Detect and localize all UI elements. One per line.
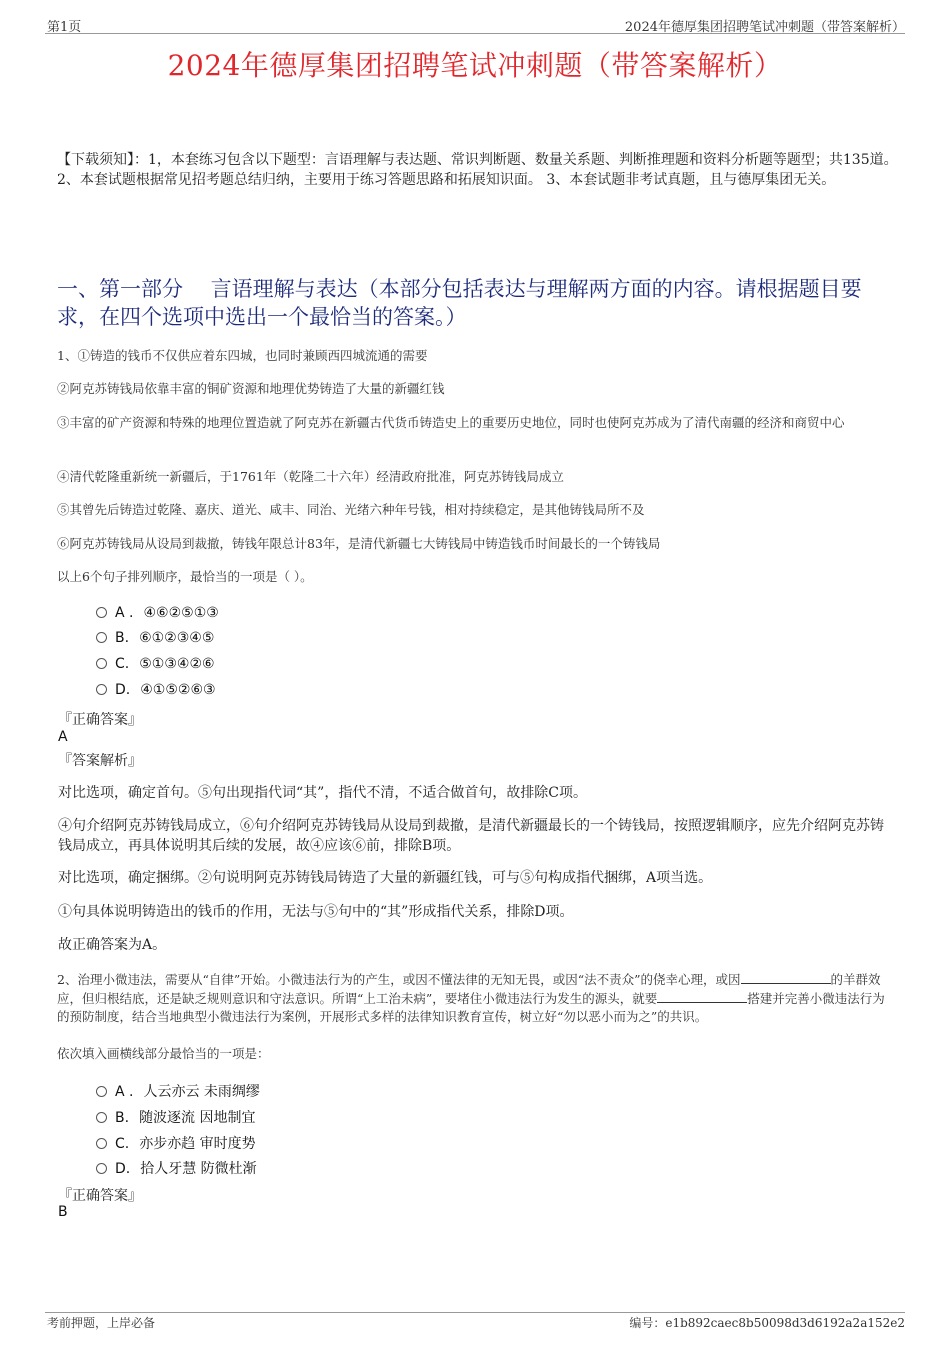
option-letter: B. [115,1110,130,1126]
q1-sentence-3: ③丰富的矿产资源和特殊的地理位置造就了阿克苏在新疆古代货币铸造史上的重要历史地位，同时也使阿克苏成为了清代南疆的经济和商贸中心 [57,415,845,430]
q1-sentence-4: ④清代乾隆重新统一新疆后，于1761年（乾隆二十六年）经清政府批准，阿克苏铸钱局成立 [57,469,564,484]
q1-option-b[interactable] [96,630,214,646]
header-divider [45,33,905,34]
footer-divider [45,1312,905,1313]
page-title: 2024年德厚集团招聘笔试冲刺题（带答案解析） [167,49,783,82]
q2-option-d[interactable] [96,1158,257,1178]
radio-icon[interactable] [96,1138,107,1149]
q1-sentence-6: ⑥阿克苏铸钱局从设局到裁撤，铸钱年限总计83年，是清代新疆七大铸钱局中铸造钱币时间最长的一个铸钱局 [57,536,661,551]
option-text: ④①⑤②⑥③ [140,682,216,698]
option-text: ⑤①③④②⑥ [139,656,215,672]
option-text: ④⑥②⑤①③ [143,605,219,621]
q2-option-b[interactable] [96,1107,256,1127]
option-letter: D. [115,682,131,698]
q2-answer: B [58,1204,68,1220]
option-letter: C. [115,656,130,672]
radio-icon[interactable] [96,658,107,669]
radio-icon[interactable] [96,607,107,618]
q1-analysis-para-3: 对比选项，确定捆绑。②句说明阿克苏铸钱局铸造了大量的新疆红钱，可与⑤句构成指代捆绑，A项当选。 [58,870,713,886]
q1-analysis-para-5: 故正确答案为A。 [58,937,167,953]
option-text: 亦步亦趋 审时度势 [139,1136,256,1152]
q2-option-c[interactable] [96,1133,256,1153]
radio-icon[interactable] [96,1163,107,1174]
option-letter: A . [115,605,134,621]
q1-sentence-1: 1、①铸造的钱币不仅供应着东四城，也同时兼顾西四城流通的需要 [57,348,428,363]
radio-icon[interactable] [96,632,107,643]
q2-stem-part-3: 搭建并完善小微违法行为的预防制度，结合当地典型小微违法行为案例，开展形式多样的法律知识教育宣传，树立好“勿以恶小而为之”的共识。 [57,990,885,1024]
q2-prompt: 依次填入画横线部分最恰当的一项是： [57,1046,270,1061]
option-text: 随波逐流 因地制宜 [139,1110,256,1126]
q1-analysis-para-4: ①句具体说明铸造出的钱币的作用，无法与⑤句中的“其”形成指代关系，排除D项。 [58,904,574,920]
document-id: 编号：e1b892caec8b50098d3d6192a2a152e2 [629,1316,905,1330]
q1-analysis-para-2: ④句介绍阿克苏铸钱局成立，⑥句介绍阿克苏铸钱局从设局到裁撤，是清代新疆最长的一个铸钱局，按照逻辑顺序，应先介绍阿克苏铸钱局成立，再具体说明其后续的发展，故④应该⑥前，排除B项。 [58,818,884,854]
option-text: 人云亦云 未雨绸缪 [143,1084,260,1100]
running-header-title: 2024年德厚集团招聘笔试冲刺题（带答案解析） [624,20,905,35]
q1-prompt: 以上6个句子排列顺序，最恰当的一项是（ ）。 [57,569,313,584]
page-number: 第1页 [47,20,82,35]
q1-option-a[interactable] [96,605,219,621]
q1-answer-label: 『正确答案』 [58,712,142,728]
q1-answer: A [58,729,68,745]
radio-icon[interactable] [96,1086,107,1097]
radio-icon[interactable] [96,684,107,695]
fill-blank-1 [741,971,831,984]
q1-analysis-para-1: 对比选项，确定首句。⑤句出现指代词“其”，指代不清，不适合做首句，故排除C项。 [58,785,588,801]
section-heading: 一、第一部分 言语理解与表达（本部分包括表达与理解两方面的内容。请根据题目要求，在四个选项中选出一个最恰当的答案。） [57,277,862,329]
q1-sentence-2: ②阿克苏铸钱局依靠丰富的铜矿资源和地理优势铸造了大量的新疆红钱 [57,381,445,396]
option-letter: A . [115,1084,134,1100]
q2-stem-part-1: 2、治理小微违法，需要从“自律”开始。小微违法行为的产生，或因不懂法律的无知无畏，或因“法不责众”的侥幸心理，或因 [57,972,741,987]
option-letter: D. [115,1161,131,1177]
q2-stem-part-2: 的羊群效应，但归根结底，还是缺乏规则意识和守法意识。所谓“上工治未病”，要堵住小微违法行为发生的源头，就要 [57,972,881,1006]
q1-option-d[interactable] [96,682,216,698]
radio-icon[interactable] [96,1112,107,1123]
download-notice: 【下载须知】：1，本套练习包含以下题型：言语理解与表达题、常识判断题、数量关系题、判断推理题和资料分析题等题型；共135道。 2、本套试题根据常见招考题总结归纳，主要用于练习答题思路和拓展知识面。 3、本套试题非考试真题，且与德厚集团无关。 [57,152,898,188]
q2-option-a[interactable] [96,1081,260,1101]
option-letter: C. [115,1136,130,1152]
q1-analysis-label: 『答案解析』 [58,753,142,769]
option-text: 拾人牙慧 防微杜渐 [140,1161,257,1177]
q1-option-c[interactable] [96,656,215,672]
option-text: ⑥①②③④⑤ [139,630,215,646]
footer-slogan: 考前押题，上岸必备 [47,1316,156,1330]
q2-stem [57,971,897,1027]
fill-blank-2 [657,990,747,1003]
q1-sentence-5: ⑤其曾先后铸造过乾隆、嘉庆、道光、咸丰、同治、光绪六种年号钱，相对持续稳定，是其他铸钱局所不及 [57,502,645,517]
q2-answer-label: 『正确答案』 [58,1188,142,1204]
option-letter: B. [115,630,130,646]
